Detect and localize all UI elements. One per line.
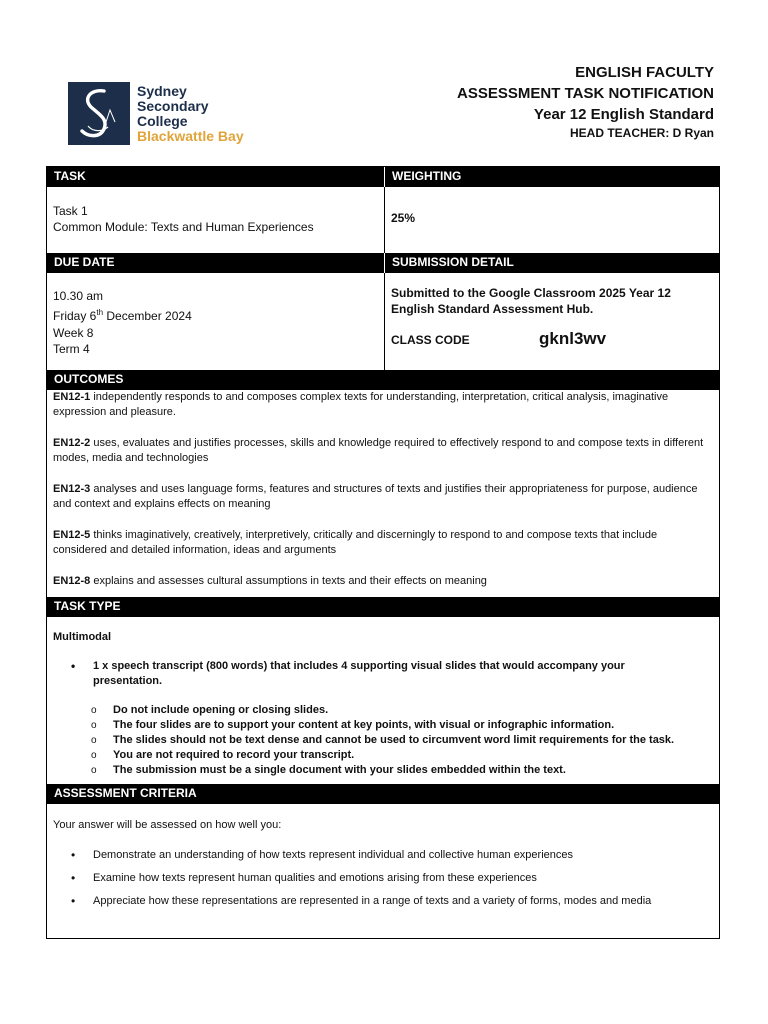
weighting-value: 25%	[384, 187, 719, 253]
school-logo	[68, 82, 130, 145]
task-type-sub-point: o The four slides are to support your content at key points, with visual or infographic information.	[113, 718, 719, 733]
school-name-line-2: Secondary	[137, 98, 209, 114]
due-term: Term 4	[53, 342, 90, 356]
task-type-sub-point: o Do not include opening or closing slides.	[113, 703, 719, 718]
criteria-item: • Appreciate how these representations are represented in a range of texts and a variety of forms, modes and media	[93, 894, 719, 909]
task-row	[47, 187, 719, 253]
outcome-code: EN12-8	[53, 575, 91, 587]
outcome-item	[47, 482, 719, 512]
due-date-suffix: December 2024	[103, 309, 192, 323]
outcome-item	[47, 436, 719, 466]
task-number: Task 1	[53, 204, 88, 218]
due-row	[47, 273, 719, 370]
criteria-section	[47, 804, 719, 938]
task-type-main-list	[47, 659, 719, 689]
task-type-main-point: • 1 x speech transcript (800 words) that includes 4 supporting visual slides that would accompany your presentation.	[93, 659, 659, 689]
task-type-sub-point: o The submission must be a single document with your slides embedded within the text.	[113, 763, 719, 778]
school-name-line-1: Sydney	[137, 83, 187, 99]
faculty-title: ENGLISH FACULTY	[575, 64, 714, 81]
due-details	[47, 273, 384, 370]
class-code-value: gknl3wv	[539, 329, 607, 348]
class-code-line	[391, 330, 713, 349]
outcome-text: uses, evaluates and justifies processes, skills and knowledge required to effectively respond to and compose texts in different modes, media and technologies	[53, 437, 704, 464]
outcomes-list	[47, 390, 719, 597]
outcome-text: thinks imaginatively, creatively, interpretively, critically and discerningly to respond to and compose texts that include considered and detailed information, ideas and arguments	[53, 529, 658, 556]
criteria-list	[47, 848, 719, 909]
due-week: Week 8	[53, 326, 94, 340]
criteria-item: • Examine how texts represent human qualities and emotions arising from these experiences	[93, 871, 719, 886]
submission-text: Submitted to the Google Classroom 2025 Year 12 English Standard Assessment Hub.	[391, 286, 671, 316]
outcome-text: analyses and uses language forms, features and structures of texts and justifies their appropriateness for purpose, audience and context and explains effects on meaning	[53, 483, 698, 510]
due-date	[53, 304, 378, 325]
course-title: Year 12 English Standard	[533, 106, 714, 123]
document-header	[457, 62, 714, 141]
outcomes-heading: OUTCOMES	[47, 370, 719, 390]
school-name	[137, 84, 244, 144]
task-type-section	[47, 617, 719, 784]
due-date-prefix: Friday 6	[53, 309, 97, 323]
outcome-code: EN12-2	[53, 437, 91, 449]
class-code-label: CLASS CODE	[391, 333, 470, 347]
submission-details	[384, 273, 719, 370]
outcome-code: EN12-3	[53, 483, 91, 495]
outcome-item	[47, 390, 719, 420]
task-details	[47, 187, 384, 253]
school-name-line-3: College	[137, 113, 188, 129]
outcome-text: explains and assesses cultural assumptions in texts and their effects on meaning	[90, 575, 487, 587]
task-type-sub-point: o The slides should not be text dense and cannot be used to circumvent word limit requirements for the task.	[113, 733, 719, 748]
task-heading: TASK	[47, 167, 384, 187]
school-campus: Blackwattle Bay	[137, 128, 244, 144]
due-heading-row	[47, 253, 719, 273]
task-type-heading: TASK TYPE	[47, 597, 719, 617]
submission-heading: SUBMISSION DETAIL	[384, 253, 719, 273]
outcome-code: EN12-1	[53, 391, 91, 403]
due-time: 10.30 am	[53, 289, 104, 303]
outcome-code: EN12-5	[53, 529, 91, 541]
task-heading-row	[47, 167, 719, 187]
task-module: Common Module: Texts and Human Experiences	[53, 220, 314, 234]
criteria-intro: Your answer will be assessed on how well you:	[53, 819, 282, 831]
weighting-heading: WEIGHTING	[384, 167, 719, 187]
outcome-item	[47, 574, 719, 589]
due-date-ordinal: th	[96, 308, 104, 317]
outcome-item	[47, 528, 719, 558]
due-date-heading: DUE DATE	[47, 253, 384, 273]
task-type-sub-list	[47, 703, 719, 778]
task-type-name: Multimodal	[53, 631, 112, 643]
assessment-criteria-heading: ASSESSMENT CRITERIA	[47, 784, 719, 804]
notification-title: ASSESSMENT TASK NOTIFICATION	[457, 85, 714, 102]
criteria-item: • Demonstrate an understanding of how texts represent individual and collective human experiences	[93, 848, 719, 863]
outcome-text: independently responds to and composes complex texts for understanding, interpretation, critical analysis, imaginative expression and pleasure.	[53, 391, 669, 418]
head-teacher: HEAD TEACHER: D Ryan	[569, 126, 714, 140]
task-type-sub-point: o You are not required to record your transcript.	[113, 748, 719, 763]
assessment-table	[46, 166, 720, 939]
